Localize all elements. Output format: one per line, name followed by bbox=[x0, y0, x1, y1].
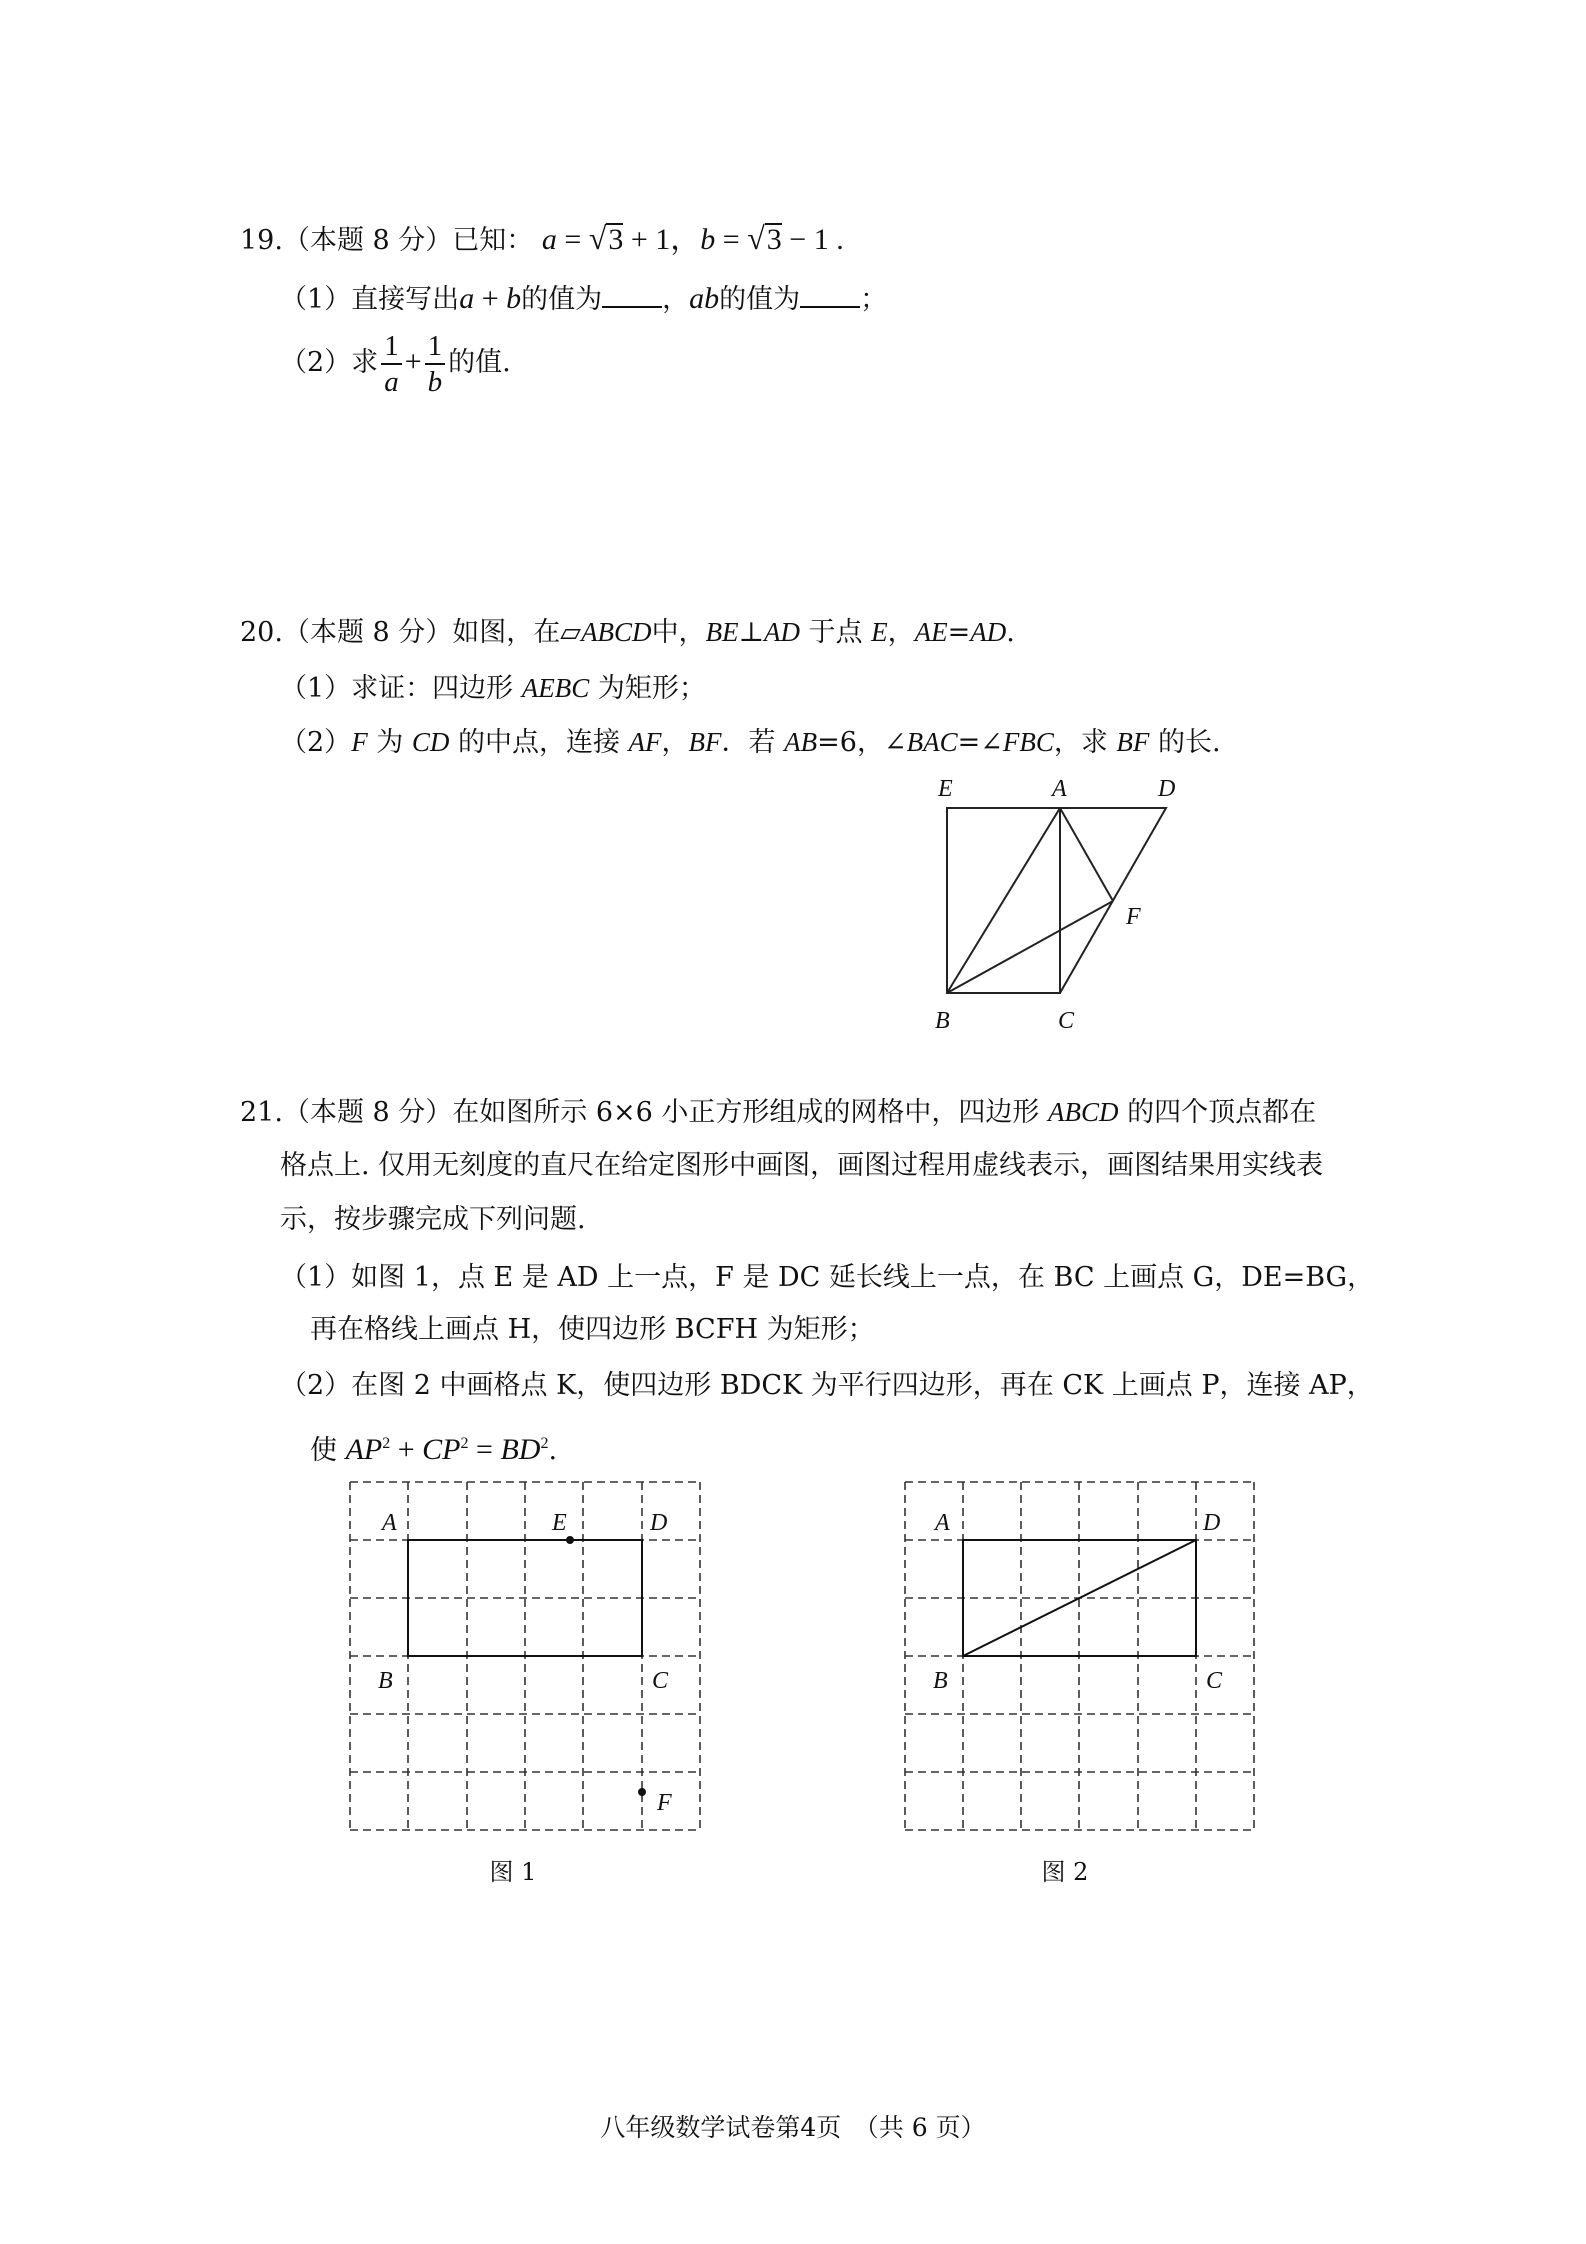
fig1-label-a: A bbox=[382, 1510, 397, 1536]
fig1-label-d: D bbox=[650, 1510, 668, 1536]
label-c: C bbox=[1058, 1008, 1075, 1034]
page-footer: 八年级数学试卷第4页 （共 6 页） bbox=[600, 2113, 986, 2142]
q19-part1: （1）直接写出a + b的值为 ，ab的值为 ； bbox=[280, 278, 887, 320]
q19-part2: （2）求 $\frac{1}{a}$ + $\frac{1}{b}$ 的值. bbox=[280, 329, 511, 398]
q21-part1-line1: （1）如图 1，点 E 是 AD 上一点，F 是 DC 延长线上一点，在 BC 上画点 G，DE=BG， bbox=[280, 1262, 1375, 1293]
q20-part1: （1）求证：四边形 AEBC 为矩形； bbox=[280, 673, 706, 704]
q20-head: 20.（本题 8 分）如图，在▱ABCD中，BE⊥AD 于点 E，AE=AD. bbox=[240, 617, 1015, 648]
q21-line1: 21.（本题 8 分）在如图所示 6×6 小正方形组成的网格中，四边形 ABCD 的四个顶点都在 bbox=[240, 1097, 1317, 1128]
segment-ab bbox=[947, 808, 1060, 993]
fig2-label-c: C bbox=[1206, 1668, 1223, 1694]
fraction-1-over-a: $\frac{1}{a}$ bbox=[381, 329, 402, 399]
q21-part1-line2: 再在格线上画点 H，使四边形 BCFH 为矩形； bbox=[310, 1314, 875, 1345]
fig2-label-a: A bbox=[935, 1510, 950, 1536]
fraction-1-over-b: $\frac{1}{b}$ bbox=[425, 329, 446, 399]
label-a: A bbox=[1052, 776, 1067, 802]
label-d: D bbox=[1158, 776, 1176, 802]
q21-part2-line1: （2）在图 2 中画格点 K，使四边形 BDCK 为平行四边形，再在 CK 上画点 P，连接 AP， bbox=[280, 1370, 1374, 1401]
fig2-label-b: B bbox=[933, 1668, 948, 1694]
fig1-caption: 图 1 bbox=[489, 1858, 537, 1886]
fig2-caption: 图 2 bbox=[1041, 1858, 1089, 1886]
fig1-point-e bbox=[566, 1536, 574, 1544]
fig1-label-c: C bbox=[652, 1668, 669, 1694]
equation-ap2-cp2-bd2: $AP^2 + CP^2 = BD^2$ bbox=[345, 1433, 549, 1466]
label-e: E bbox=[938, 776, 953, 802]
q21-part2-line2: 使 $AP^2 + CP^2 = BD^2$. bbox=[310, 1433, 558, 1466]
q20-part2: （2）F 为 CD 的中点，连接 AF，BF．若 AB=6，∠BAC=∠FBC，求 BF 的长. bbox=[280, 727, 1221, 758]
fig2-label-d: D bbox=[1203, 1510, 1221, 1536]
fig1-label-f: F bbox=[657, 1790, 672, 1816]
segment-af bbox=[1060, 808, 1113, 901]
fig1-label-b: B bbox=[378, 1668, 393, 1694]
q20-figure-lines bbox=[947, 808, 1166, 993]
q19-head: 19.（本题 8 分）已知： a = √3 + 1，b = √3 − 1 . bbox=[240, 220, 844, 256]
parallelogram-symbol: ▱ bbox=[560, 617, 582, 648]
label-f: F bbox=[1126, 904, 1141, 930]
fig1-point-f bbox=[638, 1788, 646, 1796]
q21-line2: 格点上. 仅用无刻度的直尺在给定图形中画图，画图过程用虚线表示，画图结果用实线表 bbox=[280, 1150, 1324, 1181]
parallelogram-abcd bbox=[947, 808, 1166, 993]
label-b: B bbox=[935, 1008, 950, 1034]
q19-a-def: a = √3 + 1，b = √3 − 1 . bbox=[541, 220, 844, 256]
fig1-label-e: E bbox=[552, 1510, 567, 1536]
segment-bf bbox=[947, 901, 1113, 993]
q21-line3: 示，按步骤完成下列问题. bbox=[280, 1204, 586, 1235]
